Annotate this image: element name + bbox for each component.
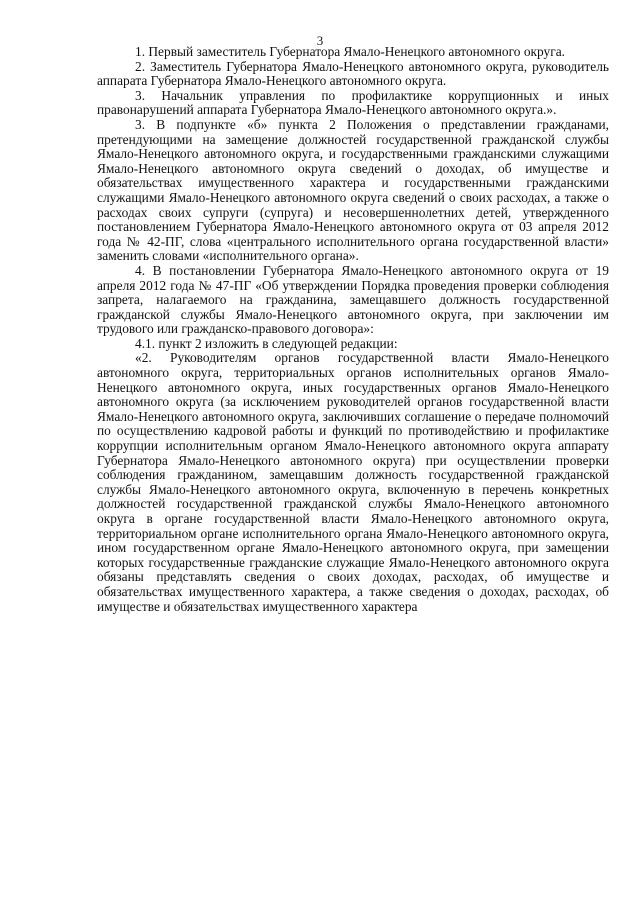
document-body — [97, 45, 609, 614]
paragraph-quoted-clause-2: «2. Руководителям органов государственной власти Ямало-Ненецкого автономного округа, территориальных органов исполнительных органов Ямало-Ненецкого автономного округа, иных государственных органов Ямало-Ненецкого автономного округа (за исключением руководителей органов государственной власти Ямало-Ненецкого автономного округа, заключивших соглашение о передаче полномочий по осуществлению кадровой работы и функций по противодействию и профилактике коррупции исполнительным органом Ямало-Ненецкого автономного округа аппарату Губернатора Ямало-Ненецкого автономного округа) при осуществлении проверки соблюдения гражданином, замещавшим должность государственной гражданской службы Ямало-Ненецкого автономного округа, включенную в перечень конкретных должностей государственной гражданской службы Ямало-Ненецкого автономного округа в органе государственной власти Ямало-Ненецкого автономного округа, территориальном органе исполнительного органа Ямало-Ненецкого автономного округа, ином государственном органе Ямало-Ненецкого автономного округа, при замещении которых государственные гражданские служащие Ямало-Ненецкого автономного округа обязаны представлять сведения о своих доходах, расходах, об имуществе и обязательствах имущественного характера, а также сведения о доходах, расходах, об имуществе и обязательствах имущественного характера — [97, 350, 609, 614]
paragraph-item-2: 2. Заместитель Губернатора Ямало-Ненецкого автономного округа, руководитель аппарата Губернатора Ямало-Ненецкого автономного округа. — [97, 58, 609, 89]
paragraph-section-3: 3. В подпункте «б» пункта 2 Положения о представлении гражданами, претендующими на замещение должностей государственной гражданской службы Ямало-Ненецкого автономного округа, и государственными гражданскими служащими Ямало-Ненецкого автономного округа сведений о доходах, об имуществе и обязательствах имущественного характера и государственными гражданскими служащими Ямало-Ненецкого автономного округа сведений о своих расходах, а также о расходах своих супруги (супруга) и несовершеннолетних детей, утвержденного постановлением Губернатора Ямало-Ненецкого автономного округа от 03 апреля 2012 года № 42-ПГ, слова «центрального исполнительного органа государственной власти» заменить словами «исполнительного органа». — [97, 116, 609, 264]
paragraph-subsection-4-1: 4.1. пункт 2 изложить в следующей редакции: — [135, 335, 398, 351]
paragraph-item-3: 3. Начальник управления по профилактике коррупционных и иных правонарушений аппарата Губернатора Ямало-Ненецкого автономного округа.». — [97, 87, 609, 118]
page-number: 3 — [316, 33, 324, 48]
paragraph-item-1: 1. Первый заместитель Губернатора Ямало-Ненецкого автономного округа. — [135, 44, 566, 59]
paragraph-section-4: 4. В постановлении Губернатора Ямало-Ненецкого автономного округа от 19 апреля 2012 года № 47-ПГ «Об утверждении Порядка проведения проверки соблюдения запрета, налагаемого на гражданина, замещавшего должность государственной гражданской службы Ямало-Ненецкого автономного округа, при заключении им трудового или гражданско-правового договора»: — [97, 262, 609, 337]
